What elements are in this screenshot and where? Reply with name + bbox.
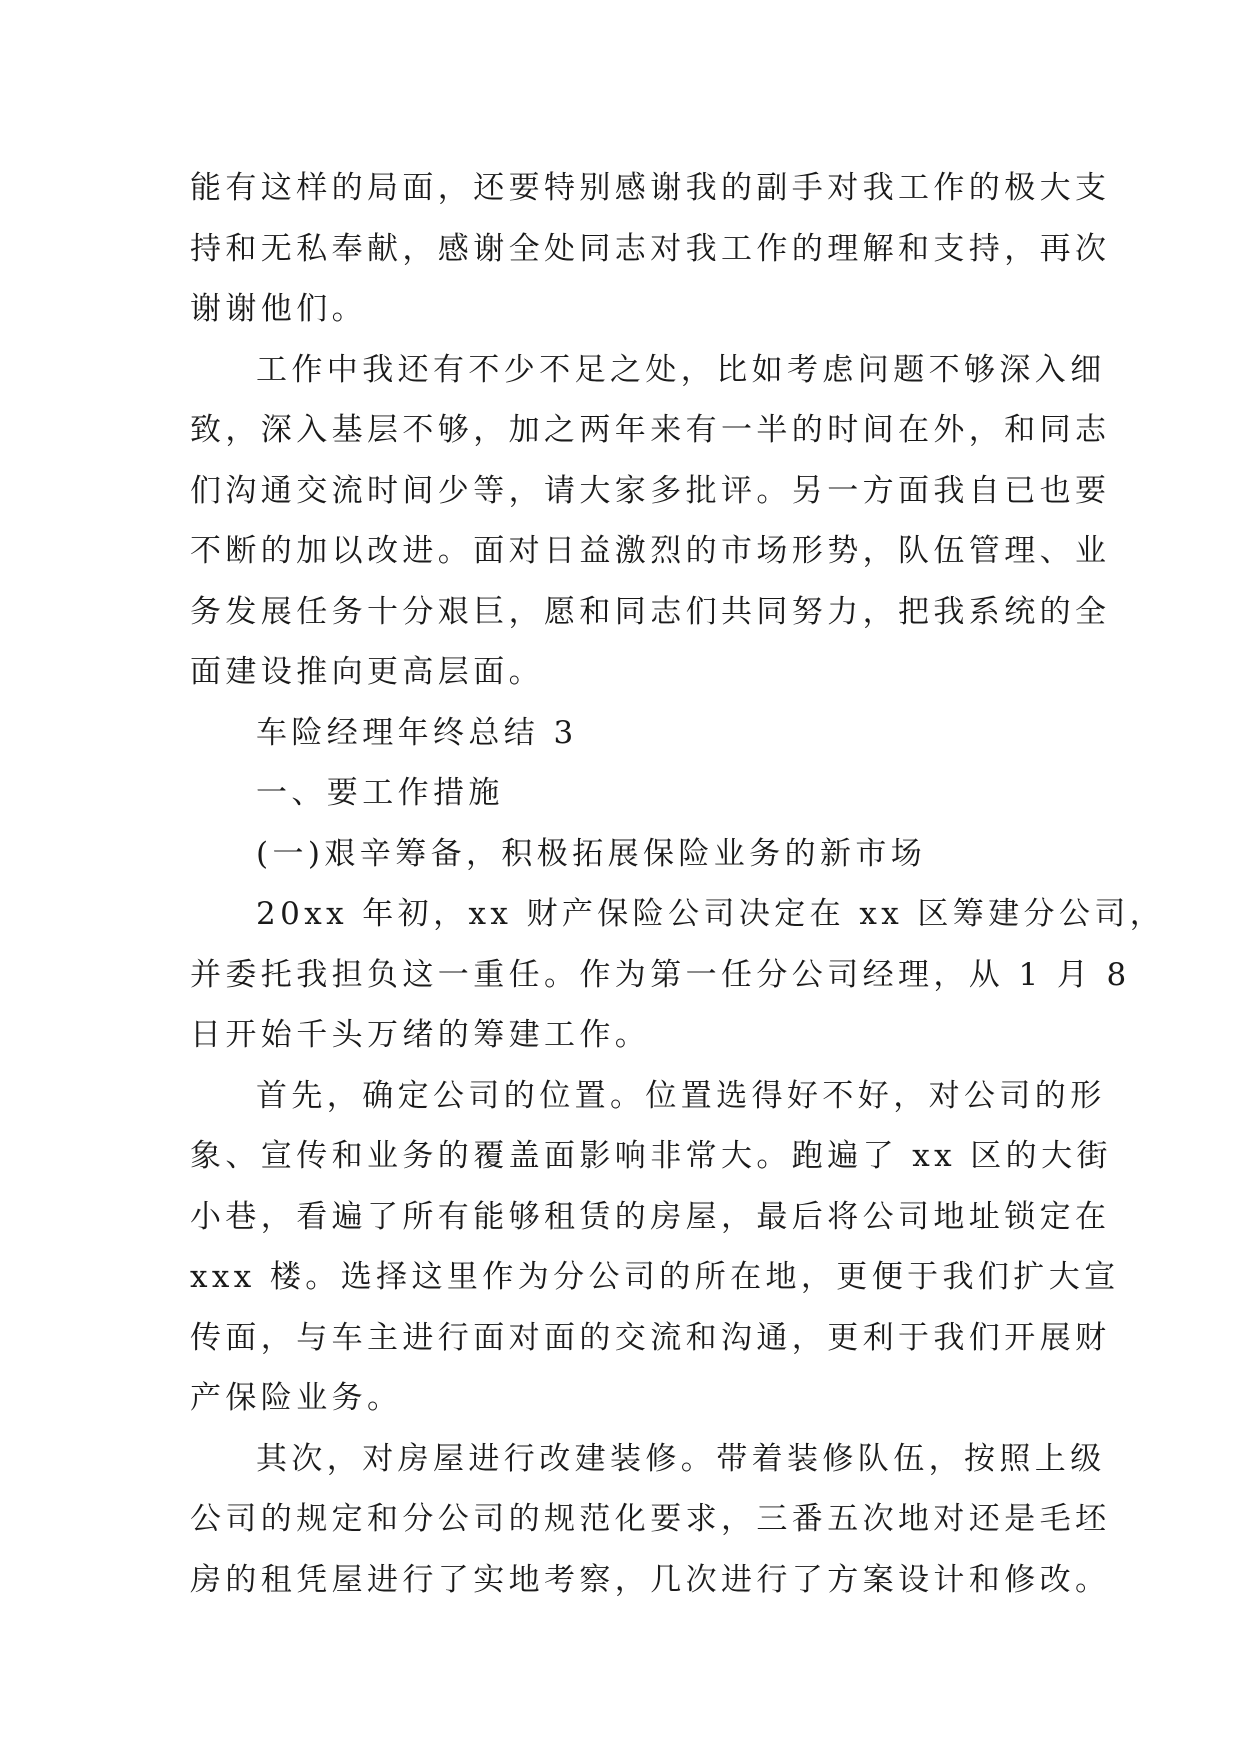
text-line: 务发展任务十分艰巨，愿和同志们共同努力，把我系统的全 [190,593,1111,630]
text-line: 持和无私奉献，感谢全处同志对我工作的理解和支持，再次 [190,230,1111,267]
text-line: 并委托我担负这一重任。作为第一任分公司经理，从 1 月 8 [190,956,1131,993]
paragraph-start-line: 其次，对房屋进行改建装修。带着装修队伍，按照上级 [256,1440,1106,1477]
text-line: 象、宣传和业务的覆盖面影响非常大。跑遍了 xx 区的大街 [190,1138,1112,1174]
text-line: 谢谢他们。 [190,291,367,327]
text-line: 不断的加以改进。面对日益激烈的市场形势，队伍管理、业 [190,533,1111,569]
text-line: 小巷，看遍了所有能够租赁的房屋，最后将公司地址锁定在 [190,1198,1111,1235]
text-line: 日开始千头万绪的筹建工作。 [190,1017,651,1053]
subsection-heading: (一)艰辛筹备，积极拓展保险业务的新市场 [256,835,927,872]
text-line: 公司的规定和分公司的规范化要求，三番五次地对还是毛坯 [190,1501,1111,1537]
text-line: 致，深入基层不够，加之两年来有一半的时间在外，和同志 [190,412,1111,448]
text-line: 面建设推向更高层面。 [190,654,544,690]
section-title: 车险经理年终总结 3 [256,714,578,751]
text-line: 能有这样的局面，还要特别感谢我的副手对我工作的极大支 [190,170,1111,206]
paragraph-start-line: 20xx 年初，xx 财产保险公司决定在 xx 区筹建分公司， [256,896,1166,932]
text-line: 产保险业务。 [190,1380,403,1416]
document-body [190,158,1166,1610]
paragraph-start-line: 首先，确定公司的位置。位置选得好不好，对公司的形 [256,1077,1106,1114]
text-line: 们沟通交流时间少等，请大家多批评。另一方面我自已也要 [190,472,1111,509]
paragraph-start-line: 工作中我还有不少不足之处，比如考虑问题不够深入细 [256,351,1106,388]
text-line: 房的租凭屋进行了实地考察，几次进行了方案设计和修改。 [190,1561,1111,1598]
text-line: xxx 楼。选择这里作为分公司的所在地，更便于我们扩大宣 [190,1259,1120,1295]
text-line: 传面，与车主进行面对面的交流和沟通，更利于我们开展财 [190,1319,1111,1356]
section-heading: 一、要工作措施 [256,775,504,811]
